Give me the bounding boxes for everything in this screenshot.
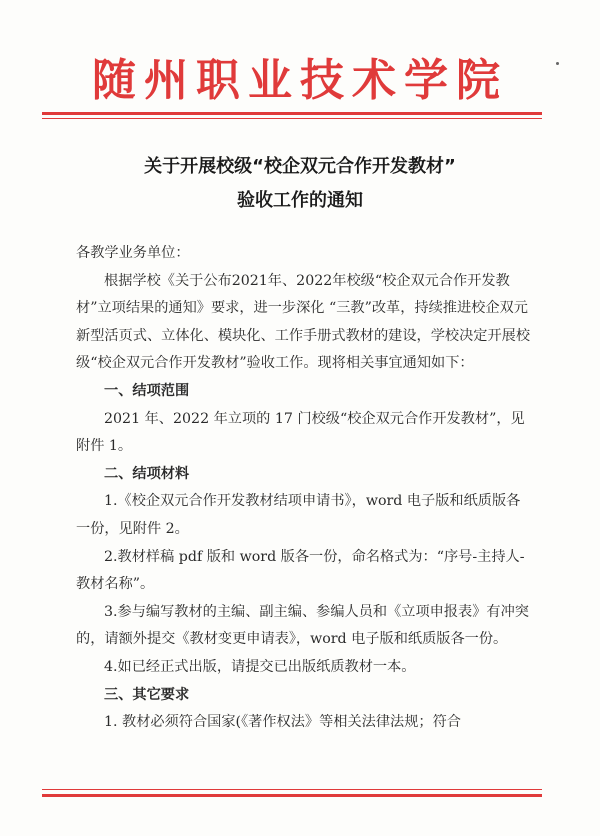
materials-item-1: 1.《校企双元合作开发教材结项申请书》，word 电子版和纸质版各一份，见附件 2。 (76, 493, 521, 537)
scan-speck (556, 62, 559, 65)
bottom-red-rule-thin (42, 789, 542, 790)
materials-item-2: 2.教材样稿 pdf 版和 word 版各一份，命名格式为：“序号-主持人-教材名称”。 (76, 548, 525, 593)
institution-masthead: 随州职业技术学院 (92, 55, 508, 106)
section-scope-paragraph: 2021 年、2022 年立项的 17 门校级“校企双元合作开发教材”，见附件 1。 (76, 410, 525, 455)
bottom-red-rule-thick (42, 794, 542, 797)
intro-paragraph: 根据学校《关于公布2021年、2022年校级“校企双元合作开发教材”立项结果的通知》要求，进一步深化 “三教”改革，持续推进校企双元新型活页式、立体化、模块化、工作手册式教材的建设，学校决定开展校级“校企双元合作开发教材”验收工作。现将相关事宜通知如下： (76, 272, 531, 372)
other-requirements-item-1: 1. 教材必须符合国家(《著作权法》等相关法律法规；符合 (104, 714, 461, 731)
section-heading-materials: 二、结项材料 (104, 465, 190, 482)
materials-item-4: 4.如已经正式出版，请提交已出版纸质教材一本。 (104, 658, 416, 675)
section-heading-scope: 一、结项范围 (104, 382, 190, 399)
section-heading-other: 三、其它要求 (104, 686, 190, 703)
top-red-rule-thick (42, 112, 542, 115)
notice-title-line-2: 验收工作的通知 (237, 190, 363, 211)
top-red-rule-thin (42, 118, 542, 119)
salutation: 各教学业务单位： (76, 245, 190, 261)
materials-item-3: 3.参与编写教材的主编、副主编、参编人员和《立项申报表》有冲突的，请额外提交《教材变更申请表》，word 电子版和纸质版各一份。 (76, 603, 529, 648)
notice-title-line-1: 关于开展校级“校企双元合作开发教材” (144, 156, 456, 177)
notice-body (76, 240, 532, 737)
